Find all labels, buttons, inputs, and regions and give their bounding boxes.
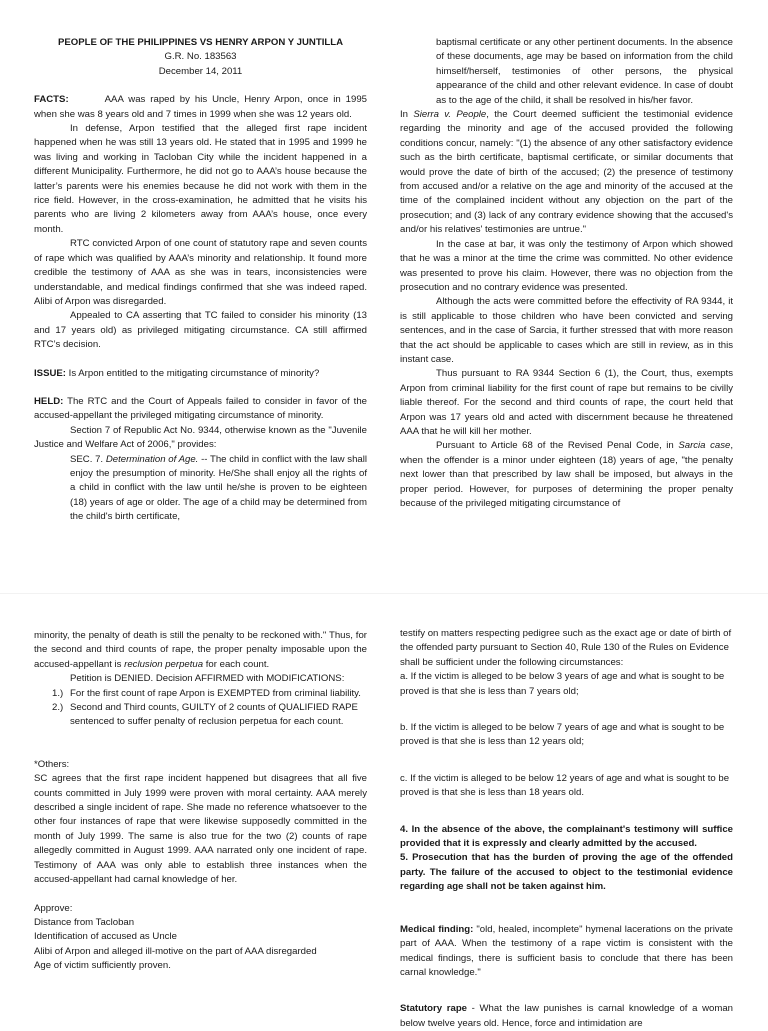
medical-finding-label: Medical finding:	[400, 923, 474, 935]
sec7-text: -- The child in conflict with the law shall enjoy the presumption of minority. He/She shall enjoy all the rights of a child in conflict with the law until he/she is proven to be eighteen (18) years of age or older. The age of a child may be determined from the child's birth certificate,	[70, 453, 368, 523]
approve-item: Alibi of Arpon and alleged ill-motive on the part of AAA disregarded	[34, 945, 317, 957]
sierra-paragraph	[400, 108, 733, 238]
held-label: HELD:	[34, 395, 64, 407]
held-text: The RTC and the Court of Appeals failed to consider in favor of the accused-appellant the privileged mitigating circumstance of minority.	[34, 395, 367, 422]
list-item-number: 2.)	[52, 702, 64, 714]
column-4	[400, 627, 733, 1031]
page-divider	[0, 593, 768, 594]
case-title: PEOPLE OF THE PHILIPPINES VS HENRY ARPON Y JUNTILLA	[57, 37, 344, 48]
sierra-lead: In	[400, 109, 409, 121]
art68-paragraph	[400, 439, 733, 511]
approve-item: Age of victim sufficiently proven.	[34, 960, 171, 972]
statutory-rape-label: Statutory rape	[400, 1003, 468, 1015]
issue-label: ISSUE:	[34, 367, 66, 379]
sec7-quote	[70, 453, 367, 525]
column-3	[34, 629, 367, 974]
age-item-a: a. If the victim is alleged to be below 3 years of age and what is sought to be proved is that she is less than 7 years old;	[400, 671, 725, 697]
minority-text: minority, the penalty of death is still the penalty to be reckoned with." Thus, for the second and third counts of rape, the proper penalty imposable upon the accused-appellant is	[34, 630, 367, 670]
list-item-text: For the first count of rape Arpon is EXEMPTED from criminal liability.	[70, 687, 361, 699]
approve-item: Distance from Tacloban	[34, 916, 135, 928]
rule-item-4: 4. In the absence of the above, the complainant's testimony will suffice provided that it is expressly and clearly admitted by the accused.	[400, 823, 733, 850]
list-item-number: 1.)	[52, 687, 64, 699]
ra9344-paragraph: Although the acts were committed before the effectivity of RA 9344, it is still applicable to those children who have been convicted and serving sentences, and in the case of Sarcia, it further stressed that with more reason that the act should be applicable to cases which are still in review, as in this instant case.	[400, 296, 733, 365]
list-item-text: Second and Third counts, GUILTY of 2 counts of QUALIFIED RAPE sentenced to suffer penalty of reclusion perpetua for each count.	[70, 702, 358, 728]
pedigree-paragraph: testify on matters respecting pedigree such as the exact age or date of birth of the offended party pursuant to Section 40, Rule 130 of the Rules on Evidence shall be sufficient under the following circumstances:	[400, 628, 732, 668]
facts-paragraph	[34, 93, 367, 122]
held-paragraph	[34, 395, 367, 424]
art68-text: , when the offender is a minor under eighteen (18) years of age, "the penalty next lower than that prescribed by law shall be imposed, but always in the proper period. However, for purposes of determining the proper penalty because of the privileged mitigating circumstance of	[400, 440, 734, 509]
age-item-b: b. If the victim is alleged to be below 7 years of age and what is sought to be proved is that she is less than 12 years old;	[400, 722, 725, 748]
sierra-text: , the Court deemed sufficient the testimonial evidence regarding the minority and age of the accused provided the following conditions concur, namely: "(1) the absence of any other satisfactory evidence such as the birth certificate, baptismal certificate, or similar documents that would prove the date of birth of the accused; (2) the presence of testimony from accused and/or a relative on the age and minority of the accused at the time of the complained incident without any objection on the part of the prosecution; and (3) lack of any contrary evidence showing that the accused's and/or his relatives' testimonies are untrue."	[400, 109, 734, 236]
case-date: December 14, 2011	[158, 65, 243, 77]
defense-paragraph: In defense, Arpon testified that the alleged first rape incident happened when he was still 13 years old. He stated that in 1995 and 1999 he was living and working in Tacloban City while the incident happened in a different Municipality. Furthermore, he did not go to AAA’s house because the latter’s parents were his enemies because he did not work with them in the rice field. However, in the cross-examination, he admitted that he visits his parents who are living 2 kilometers away from AAA’s house, once every month.	[34, 123, 367, 235]
section7-intro: Section 7 of Republic Act No. 9344, otherwise known as the "Juvenile Justice and Welfare Act of 2006," provides:	[34, 424, 367, 451]
reclusion-perpetua: reclusion perpetua	[124, 658, 204, 670]
sec7-head: SEC. 7.	[70, 453, 104, 465]
sarcia-case-name: Sarcia case	[678, 440, 731, 452]
statutory-rape-paragraph	[400, 1002, 733, 1031]
age-item-c: c. If the victim is alleged to be below 12 years of age and what is sought to be proved is that she is less than 18 years old.	[400, 772, 730, 799]
minority-paragraph	[34, 629, 367, 672]
dispositive-list	[52, 687, 367, 730]
minority-end: for each count.	[205, 658, 270, 670]
issue-paragraph	[34, 367, 367, 381]
sec7-title: Determination of Age.	[105, 453, 199, 465]
facts-text: AAA was raped by his Uncle, Henry Arpon, once in 1995 when she was 8 years old and 7 times in 1999 when she was 12 years old.	[34, 94, 367, 120]
list-item	[52, 701, 367, 730]
statutory-rape-text: - What the law punishes is carnal knowledge of a woman below twelve years old. Hence, force and intimidation are	[400, 1003, 733, 1029]
at-bar-paragraph: In the case at bar, it was only the testimony of Arpon which showed that he was a minor at the time the crime was committed. No other evidence was presented to prove his claim. However, there was no objection from the prosecution and no contrary evidence was presented.	[400, 238, 733, 293]
exempts-paragraph: Thus pursuant to RA 9344 Section 6 (1), the Court, thus, exempts Arpon from criminal liability for the first count of rape but remains to be civilly liable thereof. For the second and third counts of rape, the court held that Arpon was 17 years old and acted with discernment because he threatened AAA that he will kill her mother.	[400, 368, 733, 437]
art68-lead: Pursuant to Article 68 of the Revised Penal Code, in	[436, 440, 674, 452]
medical-finding-text: "old, healed, incomplete" hymenal lacerations on the private part of AAA. When the testimony of a rape victim is consistent with the medical findings, there is sufficient basis to conclude that there has been carnal knowledge."	[400, 923, 733, 978]
medical-finding-paragraph	[400, 923, 733, 981]
petition-line: Petition is DENIED. Decision AFFIRMED with MODIFICATIONS:	[70, 673, 345, 685]
list-item	[52, 687, 367, 701]
approve-label: Approve:	[34, 902, 73, 914]
issue-text: Is Arpon entitled to the mitigating circumstance of minority?	[68, 367, 320, 379]
rule-item-5: 5. Prosecution that has the burden of proving the age of the offended party. The failure of the accused to object to the testimonial evidence regarding age shall not be taken against him.	[400, 852, 733, 893]
sierra-case-name: Sierra v. People	[413, 109, 487, 121]
sec7-quote-continued: baptismal certificate or any other pertinent documents. In the absence of these documents, age may be based on information from the child himself/herself, testimonies of other persons, the physical appearance of the child and other relevant evidence. In case of doubt as to the age of the child, it shall be resolved in his/her favor.	[436, 37, 733, 106]
others-label: *Others:	[34, 758, 70, 770]
approve-item: Identification of accused as Uncle	[34, 931, 177, 943]
rtc-paragraph: RTC convicted Arpon of one count of statutory rape and seven counts of rape which was qualified by AAA’s minority and relationship. It found more credible the testimony of AAA as she was in tears, inconsistencies were understandable, and medical findings confirmed that she was indeed raped. Alibi of Arpon was disregarded.	[34, 238, 367, 307]
column-2	[400, 36, 733, 511]
facts-label: FACTS:	[34, 94, 69, 106]
case-gr-number: G.R. No. 183563	[164, 51, 237, 63]
appeal-paragraph: Appealed to CA asserting that TC failed to consider his minority (13 and 17 years old) as privileged mitigating circumstance. CA still affirmed RTC’s decision.	[34, 310, 367, 351]
others-paragraph: SC agrees that the first rape incident happened but disagrees that all five counts committed in July 1999 were proven with moral certainty. AAA merely described a single incident of rape. She made no reference whatsoever to the other four instances of rape that were likewise supposedly committed in the month of July 1999. The same is also true for the two (2) counts of rape allegedly committed in August 1999. AAA narrated only one incident of rape. Testimony of AAA was only able to establish three instances when the accused-appellant had carnal knowledge of her.	[34, 773, 367, 886]
column-1	[34, 36, 367, 525]
